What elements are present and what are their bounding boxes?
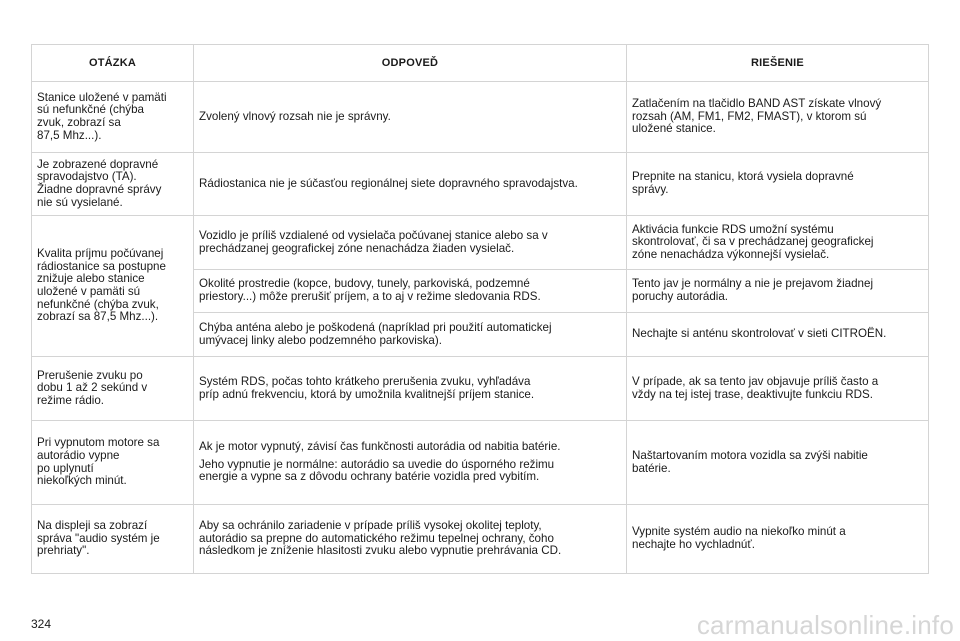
answer-text: Chýba anténa alebo je poškodená (napríklad pri použití automatickej umývacej linky alebo podzemného parkoviska). <box>199 320 552 347</box>
answer-text: Zvolený vlnový rozsah nie je správny. <box>199 109 391 123</box>
table-row <box>32 82 929 153</box>
solution-cell <box>627 82 929 153</box>
table-row <box>32 421 929 505</box>
table-row <box>32 153 929 216</box>
answer-text: Rádiostanica nie je súčasťou regionálnej siete dopravného spravodajstva. <box>199 176 578 190</box>
table-body <box>32 82 929 574</box>
question-cell <box>32 421 194 505</box>
question-text: Je zobrazené dopravné spravodajstvo (TA). Žiadne dopravné správy nie sú vysielané. <box>37 157 162 209</box>
solution-cell <box>627 505 929 574</box>
table-row <box>32 216 929 270</box>
solution-text: V prípade, ak sa tento jav objavuje príliš často a vždy na tej istej trase, deaktivujte funkciu RDS. <box>632 374 879 401</box>
solution-text: Vypnite systém audio na niekoľko minút a nechajte ho vychladnúť. <box>632 525 846 551</box>
header-solution: RIEŠENIE <box>627 45 929 82</box>
question-cell <box>32 505 194 574</box>
question-cell <box>32 82 194 153</box>
question-text: Prerušenie zvuku po dobu 1 až 2 sekúnd v režime rádio. <box>37 368 148 407</box>
answer-text: Jeho vypnutie je normálne: autorádio sa uvedie do úsporného režimu energie a vypne sa z dôvodu ochrany batérie vozidla pred vybitím. <box>199 457 555 484</box>
question-text: Na displeji sa zobrazí správa "audio systém je prehriaty". <box>37 519 160 558</box>
solution-text: Aktivácia funkcie RDS umožní systému skontrolovať, či sa v prechádzanej geografickej zóne nenachádza výkonnejší vysielač. <box>632 222 874 261</box>
solution-text: Zatlačením na tlačidlo BAND AST získate vlnový rozsah (AM, FM1, FM2, FMAST), v ktorom sú uložené stanice. <box>632 97 882 136</box>
solution-cell <box>627 153 929 216</box>
question-cell <box>32 153 194 216</box>
solution-text: Nechajte si anténu skontrolovať v sieti CITROËN. <box>632 327 887 341</box>
answer-cell <box>194 505 627 574</box>
answer-text: Vozidlo je príliš vzdialené od vysielača počúvanej stanice alebo sa v prechádzanej geografickej zóne nenachádza žiaden vysielač. <box>199 228 548 255</box>
question-text: Kvalita príjmu počúvanej rádiostanice sa postupne znižuje alebo stanice uložené v pamäti sú nefunkčné (chýba zvuk, zobrazí sa 87,5 Mhz...). <box>37 247 166 324</box>
answer-text: Ak je motor vypnutý, závisí čas funkčnosti autorádia od nabitia batérie. <box>199 440 561 454</box>
question-cell <box>32 357 194 421</box>
answer-text: Okolité prostredie (kopce, budovy, tunely, parkoviská, podzemné priestory...) môže prerušiť príjem, a to aj v režime sledovania RDS. <box>199 277 541 303</box>
answer-text: Aby sa ochránilo zariadenie v prípade príliš vysokej okolitej teploty, autorádio sa prepne do automatického režimu tepelnej ochrany, čoho následkom je zníženie hlasitosti zvuku alebo vypnutie prehrávania CD. <box>199 519 562 558</box>
table-row <box>32 357 929 421</box>
answer-cell <box>194 421 627 505</box>
answer-text: Systém RDS, počas tohto krátkeho prerušenia zvuku, vyhľadáva príp adnú frekvenciu, ktorá by umožnila kvalitnejší príjem stanice. <box>199 374 535 401</box>
page-number: 324 <box>31 617 52 631</box>
question-cell <box>32 216 194 357</box>
answer-cell <box>194 357 627 421</box>
solution-text: Naštartovaním motora vozidla sa zvýši nabitie batérie. <box>632 448 868 475</box>
solution-text: Prepnite na stanicu, ktorá vysiela dopravné správy. <box>632 170 854 196</box>
answer-cell <box>194 216 627 270</box>
solution-cell <box>627 357 929 421</box>
question-text: Pri vypnutom motore sa autorádio vypne po uplynutí niekoľkých minút. <box>37 436 160 488</box>
answer-cell <box>194 313 627 357</box>
faq-table <box>31 44 929 574</box>
header-question: OTÁZKA <box>32 45 194 82</box>
solution-cell <box>627 421 929 505</box>
solution-cell <box>627 270 929 313</box>
answer-cell <box>194 82 627 153</box>
table-row <box>32 505 929 574</box>
watermark: carmanualsonline.info <box>696 610 954 640</box>
question-text: Stanice uložené v pamäti sú nefunkčné (chýba zvuk, zobrazí sa 87,5 Mhz...). <box>37 90 167 142</box>
table-header-row <box>32 45 929 82</box>
solution-cell <box>627 216 929 270</box>
answer-cell <box>194 153 627 216</box>
solution-text: Tento jav je normálny a nie je prejavom žiadnej poruchy autorádia. <box>632 277 874 303</box>
solution-cell <box>627 313 929 357</box>
header-answer: ODPOVEĎ <box>194 45 627 82</box>
answer-cell <box>194 270 627 313</box>
